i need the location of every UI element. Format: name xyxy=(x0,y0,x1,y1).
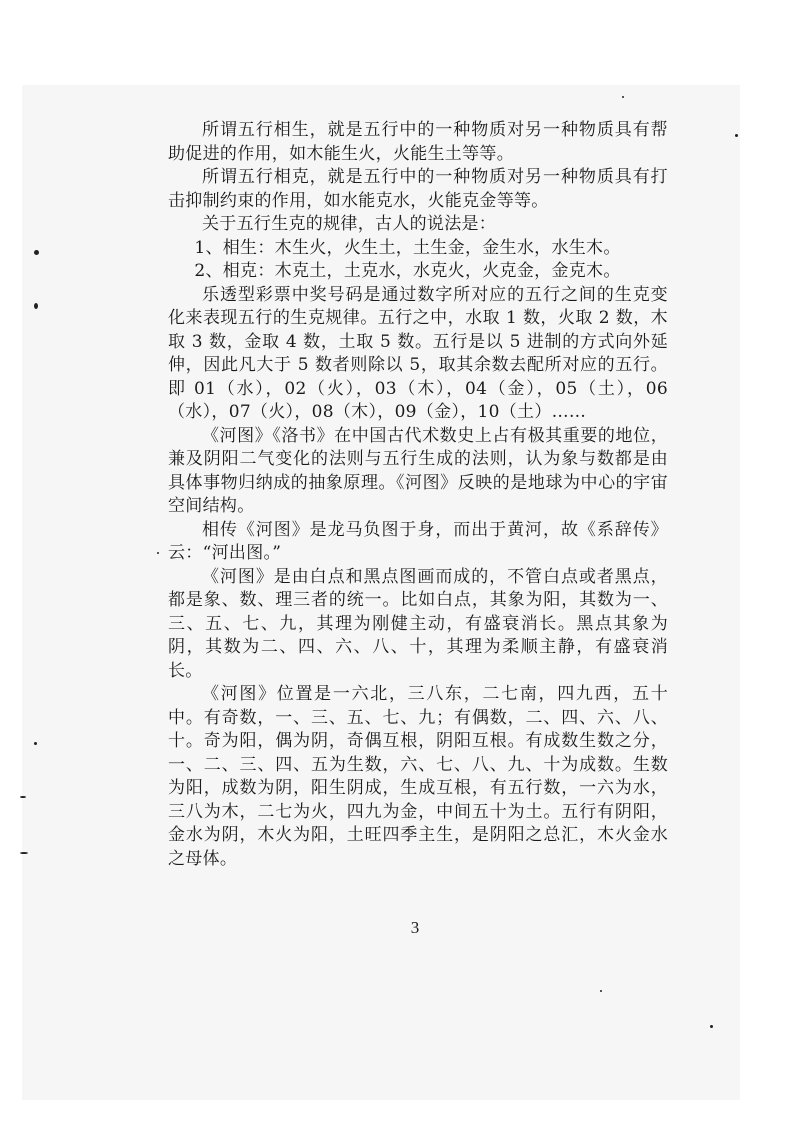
list-item-generation: 1、相生：木生火，火生土，土生金，金生水，水生木。 xyxy=(194,237,621,258)
paragraph-rules-intro: 关于五行生克的规律，古人的说法是： xyxy=(202,214,497,234)
scan-speck xyxy=(34,742,37,745)
paragraph-legend: 相传《河图》是龙马负图于身，而出于黄河，故《系辞传》云：“河出图。” xyxy=(168,519,668,563)
scan-speck xyxy=(34,303,38,309)
scan-speck xyxy=(157,552,159,554)
list-item-restriction: 2、相克：木克土，土克水，水克火，火克金，金克木。 xyxy=(194,261,621,281)
paragraph-hetu-luoshu: 《河图》《洛书》在中国古代术数史上占有极其重要的地位，兼及阴阳二气变化的法则与五行生成的法则，认为象与数都是由具体事物归纳成的抽象原理。《河图》反映的是地球为中心的宇宙空间结构。 xyxy=(168,425,668,516)
scan-speck xyxy=(622,96,624,98)
page-number: 3 xyxy=(410,918,420,937)
scan-speck xyxy=(20,796,26,798)
paragraph-mutual-restriction: 所谓五行相克，就是五行中的一种物质对另一种物质具有打击抑制约束的作用，如水能克水，火能克金等等。 xyxy=(168,167,668,211)
scan-speck xyxy=(20,852,28,854)
scan-speck xyxy=(710,1025,713,1028)
paragraph-mutual-generation: 所谓五行相生，就是五行中的一种物质对另一种物质具有帮助促进的作用，如木能生火，火能生土等等。 xyxy=(168,120,668,164)
scan-speck xyxy=(600,990,602,992)
paragraph-positions: 《河图》位置是一六北，三八东，二七南，四九西，五十中。有奇数，一、三、五、七、九；有偶数，二、四、六、八、十。奇为阳，偶为阴，奇偶互根，阴阳互根。有成数生数之分，一、二、三、四、五为生数，六、七、八、九、十为成数。生数为阳，成数为阴，阳生阴成，生成互根，有五行数，一六为水，三八为木，二七为火，四九为金，中间五十为土。五行有阴阳，金水为阴，木火为阳，土旺四季主生，是阴阳之总汇，木火金水之母体。 xyxy=(168,684,668,869)
scan-speck xyxy=(735,134,738,137)
body-text xyxy=(168,119,668,871)
paragraph-dots: 《河图》是由白点和黑点图画而成的，不管白点或者黑点，都是象、数、理三者的统一。比如白点，其象为阳，其数为一、三、五、七、九，其理为刚健主动，有盛衰消长。黑点其象为阴，其数为二、四、六、八、十，其理为柔顺主静，有盛衰消长。 xyxy=(168,566,668,681)
paragraph-lottery-numbers: 乐透型彩票中奖号码是通过数字所对应的五行之间的生克变化来表现五行的生克规律。五行之中，水取 1 数，火取 2 数，木取 3 数，金取 4 数，土取 5 数。五行是以 5 进制的方式向外延伸，因此凡大于 5 数者则除以 5，取其余数去配所对应的五行。即 01（水），02（火），03（木），04（金），05（土），06（水），07（火），08（木），09（金），10（土）…… xyxy=(168,284,668,422)
scan-speck xyxy=(34,250,39,255)
